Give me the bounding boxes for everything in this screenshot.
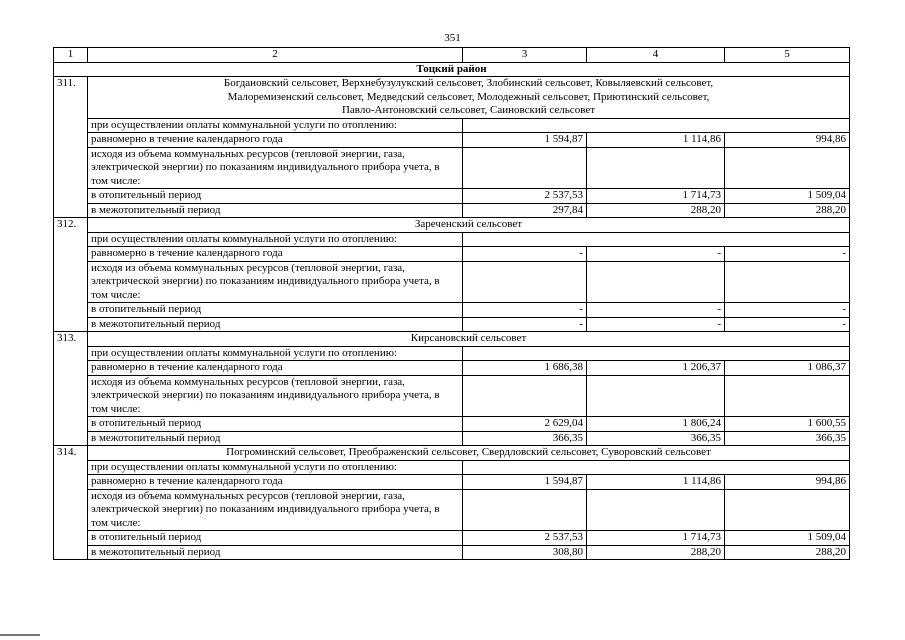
meter-row xyxy=(54,147,850,189)
empty-cell xyxy=(725,147,850,189)
row-label: при осуществлении оплаты коммунальной услуги по отоплению: xyxy=(88,346,463,361)
empty-cell xyxy=(725,375,850,417)
interheating-period-row xyxy=(54,317,850,332)
tariff-value: - xyxy=(587,247,725,262)
tariff-value: 1 086,37 xyxy=(725,361,850,376)
tariff-value: 2 537,53 xyxy=(463,189,587,204)
tariff-value: 1 206,37 xyxy=(587,361,725,376)
uniform-row xyxy=(54,361,850,376)
group-header-row xyxy=(54,332,850,347)
row-label: при осуществлении оплаты коммунальной услуги по отоплению: xyxy=(88,232,463,247)
interheating-period-row xyxy=(54,545,850,560)
tariff-value: - xyxy=(587,317,725,332)
tariff-value: 994,86 xyxy=(725,475,850,490)
tariff-value: 1 600,55 xyxy=(725,417,850,432)
row-label: исходя из объема коммунальных ресурсов (тепловой энергии, газа, электрической энергии) по показаниям индивидуального прибора учета, в том числе: xyxy=(88,375,463,417)
tariff-value: 1 594,87 xyxy=(463,133,587,148)
group-name-line: Богдановский сельсовет, Верхнебузулукский сельсовет, Злобинский сельсовет, Ковыляевский сельсовет, xyxy=(223,77,714,89)
group-name xyxy=(88,218,850,233)
column-header-row xyxy=(54,48,850,63)
empty-cell xyxy=(463,232,850,247)
row-label: в отопительный период xyxy=(88,417,463,432)
heating-period-row xyxy=(54,417,850,432)
interheating-period-row xyxy=(54,431,850,446)
row-label: равномерно в течение календарного года xyxy=(88,133,463,148)
tariff-value: 1 509,04 xyxy=(725,189,850,204)
column-header: 3 xyxy=(463,48,587,63)
tariff-value: - xyxy=(463,303,587,318)
tariff-value: - xyxy=(463,247,587,262)
group-name-line: Кирсановский сельсовет xyxy=(410,332,527,344)
group-name-line: Павло-Антоновский сельсовет, Саиновский сельсовет xyxy=(341,104,596,116)
page-number: 351 xyxy=(444,32,461,44)
interheating-period-row xyxy=(54,203,850,218)
tariff-value: 1 594,87 xyxy=(463,475,587,490)
empty-cell xyxy=(463,346,850,361)
tariff-value: - xyxy=(463,317,587,332)
group-name-line: Малоремизенский сельсовет, Медведский сельсовет, Молодежный сельсовет, Приютинский сельсовет, xyxy=(227,90,710,103)
meter-row xyxy=(54,261,850,303)
intro-row xyxy=(54,232,850,247)
uniform-row xyxy=(54,247,850,262)
row-label: при осуществлении оплаты коммунальной услуги по отоплению: xyxy=(88,118,463,133)
empty-cell xyxy=(463,147,587,189)
empty-cell xyxy=(463,489,587,531)
intro-row xyxy=(54,460,850,475)
row-label: в межотопительный период xyxy=(88,203,463,218)
heating-period-row xyxy=(54,531,850,546)
tariff-value: 366,35 xyxy=(463,431,587,446)
tariff-value: 288,20 xyxy=(725,545,850,560)
empty-cell xyxy=(463,118,850,133)
row-label: равномерно в течение календарного года xyxy=(88,475,463,490)
heating-period-row xyxy=(54,189,850,204)
tariff-value: - xyxy=(725,317,850,332)
empty-cell xyxy=(463,375,587,417)
empty-cell xyxy=(463,261,587,303)
tariff-value: 288,20 xyxy=(587,545,725,560)
group-number: 312. xyxy=(54,218,88,332)
tariff-value: 366,35 xyxy=(587,431,725,446)
intro-row xyxy=(54,118,850,133)
tariff-value: 1 714,73 xyxy=(587,531,725,546)
row-label: исходя из объема коммунальных ресурсов (тепловой энергии, газа, электрической энергии) по показаниям индивидуального прибора учета, в том числе: xyxy=(88,261,463,303)
uniform-row xyxy=(54,475,850,490)
column-header: 1 xyxy=(54,48,88,63)
district-name: Тоцкий район xyxy=(54,62,850,77)
column-header: 5 xyxy=(725,48,850,63)
row-label: при осуществлении оплаты коммунальной услуги по отоплению: xyxy=(88,460,463,475)
row-label: исходя из объема коммунальных ресурсов (тепловой энергии, газа, электрической энергии) по показаниям индивидуального прибора учета, в том числе: xyxy=(88,489,463,531)
tariff-value: 366,35 xyxy=(725,431,850,446)
tariff-value: 1 806,24 xyxy=(587,417,725,432)
tariff-value: - xyxy=(725,303,850,318)
group-number: 313. xyxy=(54,332,88,446)
meter-row xyxy=(54,489,850,531)
row-label: равномерно в течение календарного года xyxy=(88,361,463,376)
tariff-value: 1 714,73 xyxy=(587,189,725,204)
row-label: в отопительный период xyxy=(88,189,463,204)
group-name xyxy=(88,77,850,119)
group-name-line: Погроминский сельсовет, Преображенский сельсовет, Свердловский сельсовет, Суворовский сельсовет xyxy=(226,446,711,458)
column-header: 2 xyxy=(88,48,463,63)
tariff-value: - xyxy=(587,303,725,318)
tariff-value: 1 114,86 xyxy=(587,133,725,148)
scan-edge-mark xyxy=(0,634,40,636)
row-label: равномерно в течение календарного года xyxy=(88,247,463,262)
tariff-value: 297,84 xyxy=(463,203,587,218)
tariff-value: 994,86 xyxy=(725,133,850,148)
column-header: 4 xyxy=(587,48,725,63)
row-label: в отопительный период xyxy=(88,531,463,546)
empty-cell xyxy=(587,375,725,417)
group-header-row xyxy=(54,218,850,233)
heating-period-row xyxy=(54,303,850,318)
intro-row xyxy=(54,346,850,361)
group-name xyxy=(88,446,850,461)
group-number: 311. xyxy=(54,77,88,218)
empty-cell xyxy=(587,261,725,303)
meter-row xyxy=(54,375,850,417)
row-label: в межотопительный период xyxy=(88,545,463,560)
row-label: в межотопительный период xyxy=(88,317,463,332)
tariff-value: 2 537,53 xyxy=(463,531,587,546)
tariff-value: 288,20 xyxy=(725,203,850,218)
row-label: в межотопительный период xyxy=(88,431,463,446)
empty-cell xyxy=(725,489,850,531)
row-label: исходя из объема коммунальных ресурсов (тепловой энергии, газа, электрической энергии) по показаниям индивидуального прибора учета, в том числе: xyxy=(88,147,463,189)
tariff-value: 2 629,04 xyxy=(463,417,587,432)
empty-cell xyxy=(725,261,850,303)
tariff-value: 308,80 xyxy=(463,545,587,560)
tariff-value: 1 114,86 xyxy=(587,475,725,490)
group-name xyxy=(88,332,850,347)
tariff-table xyxy=(53,47,850,560)
group-header-row xyxy=(54,77,850,119)
group-number: 314. xyxy=(54,446,88,560)
empty-cell xyxy=(587,489,725,531)
tariff-value: 1 509,04 xyxy=(725,531,850,546)
empty-cell xyxy=(587,147,725,189)
tariff-value: 288,20 xyxy=(587,203,725,218)
empty-cell xyxy=(463,460,850,475)
group-name-line: Зареченский сельсовет xyxy=(414,218,523,230)
group-header-row xyxy=(54,446,850,461)
tariff-value: 1 686,38 xyxy=(463,361,587,376)
tariff-value: - xyxy=(725,247,850,262)
row-label: в отопительный период xyxy=(88,303,463,318)
district-row xyxy=(54,62,850,77)
uniform-row xyxy=(54,133,850,148)
